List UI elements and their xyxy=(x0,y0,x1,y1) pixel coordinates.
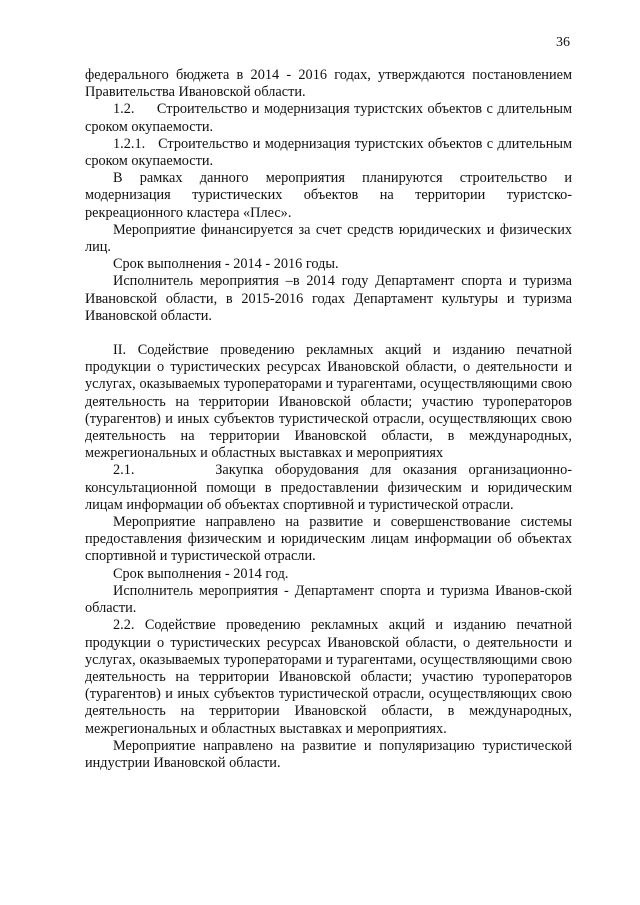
paragraph: 1.2. Строительство и модернизация туристских объектов с длительным сроком окупаемости. xyxy=(85,101,572,135)
paragraph: В рамках данного мероприятия планируются строительство и модернизация туристических объектов на территории туристско-рекреационного кластера «Плес». xyxy=(85,170,572,221)
paragraph: 1.2.1. Строительство и модернизация туристских объектов с длительным сроком окупаемости. xyxy=(85,135,572,170)
paragraph: 2.2. Содействие проведению рекламных акций и изданию печатной продукции о туристических ресурсах Ивановской области, о деятельности и услугах, оказываемых туроператорами и турагентами, осуществляющими свою деятельность на территории Ивановской области; участию туроператоров (турагентов) и иных субъектов туристической отрасли, осуществляющих свою деятельность на территории Ивановской области, в международных, межрегиональных и областных выставках и мероприятиях. xyxy=(85,617,572,737)
paragraph: Исполнитель мероприятия –в 2014 году Департамент спорта и туризма Ивановской области, в 2015-2016 годах Департамент культуры и туризма Ивановской области. xyxy=(85,273,572,324)
paragraph: Срок выполнения - 2014 год. xyxy=(113,565,289,582)
paragraph: Мероприятие направлено на развитие и совершенствование системы предоставления физическим и юридическим лицам информации об объектах спортивной и туристической отрасли. xyxy=(85,514,572,565)
paragraph: Мероприятие финансируется за счет средств юридических и физических лиц. xyxy=(85,221,572,256)
paragraph: федерального бюджета в 2014 - 2016 годах, утверждаются постановлением Правительства Ивановской области. xyxy=(85,67,572,101)
document-body xyxy=(85,67,572,772)
paragraph: Срок выполнения - 2014 - 2016 годы. xyxy=(113,256,339,273)
paragraph: Мероприятие направлено на развитие и популяризацию туристической индустрии Ивановской области. xyxy=(85,737,572,771)
paragraph: 2.1. Закупка оборудования для оказания организационно-консультационной помощи в предоставлении физическим и юридическим лицам информации об объектах спортивной и туристической отрасли. xyxy=(85,462,572,513)
paragraph-gap xyxy=(85,325,572,342)
paragraph: Исполнитель мероприятия - Департамент спорта и туризма Иванов-ской области. xyxy=(85,582,572,617)
paragraph: II. Содействие проведению рекламных акций и изданию печатной продукции о туристических ресурсах Ивановской области, о деятельности и услугах, оказываемых туроператорами и турагентами, осуществляющими свою деятельность на территории Ивановской области; участию туроператоров (турагентов) и иных субъектов туристической отрасли, осуществляющих свою деятельность на территории Ивановской области, в международных, межрегиональных и областных выставках и мероприятиях xyxy=(85,342,572,462)
page-number: 36 xyxy=(556,35,570,50)
